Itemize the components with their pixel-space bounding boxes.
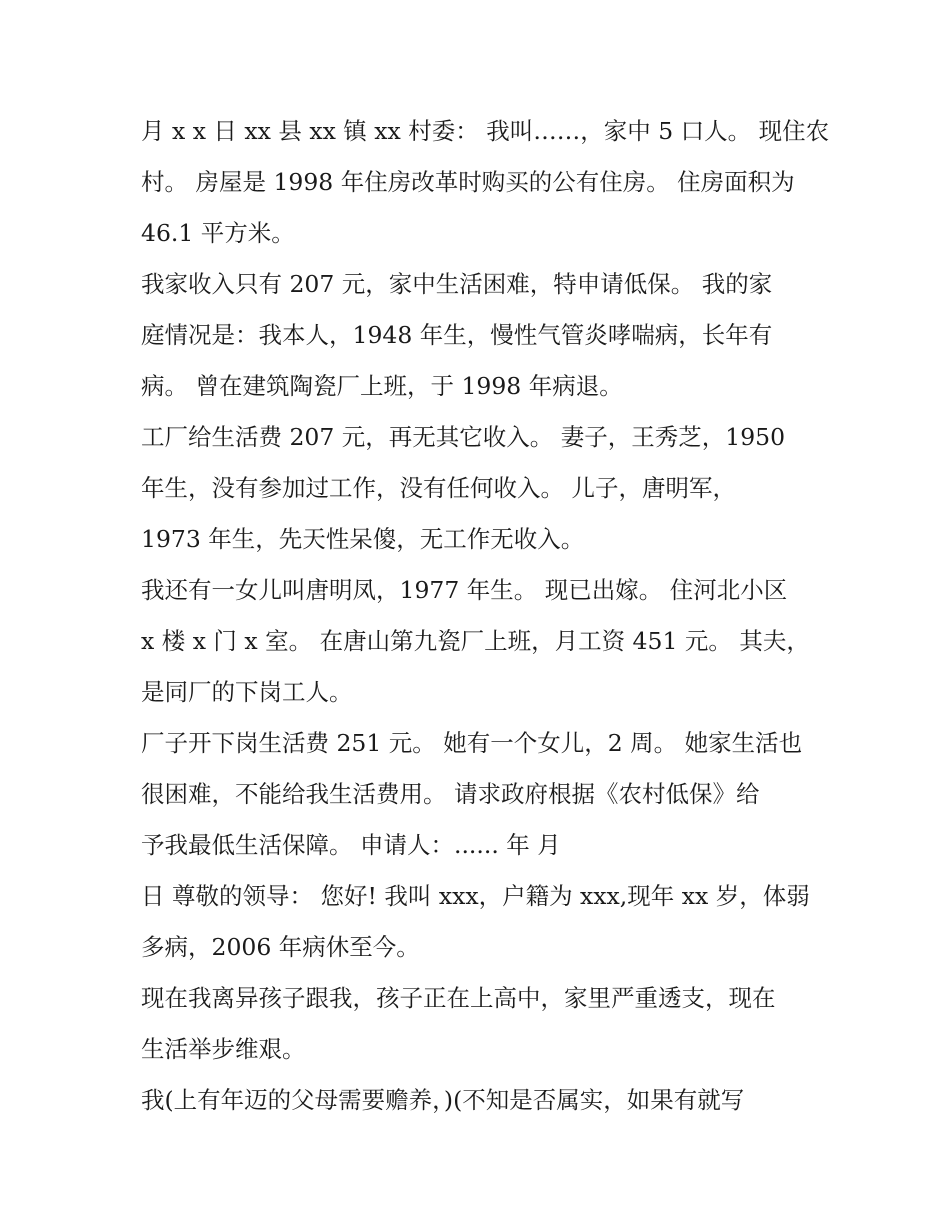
text-line: 1973 年生，先天性呆傻，无工作无收入。: [141, 525, 585, 553]
text-line: 我还有一女儿叫唐明凤，1977 年生。 现已出嫁。 住河北小区: [141, 576, 788, 604]
text-line: 年生，没有参加过工作，没有任何收入。 儿子，唐明军，: [141, 474, 736, 502]
text-line: 病。 曾在建筑陶瓷厂上班，于 1998 年病退。: [141, 372, 623, 400]
text-line: 46.1 平方米。: [141, 219, 295, 247]
text-line: 予我最低生活保障。 申请人：...... 年 月: [141, 831, 561, 859]
text-line: 是同厂的下岗工人。: [141, 678, 353, 706]
text-line: x 楼 x 门 x 室。 在唐山第九瓷厂上班，月工资 451 元。 其夫，: [141, 627, 810, 655]
text-line: 工厂给生活费 207 元，再无其它收入。 妻子，王秀芝，1950: [141, 423, 786, 451]
text-line: 厂子开下岗生活费 251 元。 她有一个女儿，2 周。 她家生活也: [141, 729, 803, 757]
text-line: 我家收入只有 207 元，家中生活困难，特申请低保。 我的家: [141, 270, 773, 298]
text-line: 多病，2006 年病休至今。: [141, 933, 420, 961]
text-line: 庭情况是：我本人，1948 年生，慢性气管炎哮喘病，长年有: [141, 321, 773, 349]
text-line: 我(上有年迈的父母需要赡养，)(不知是否属实，如果有就写: [141, 1086, 745, 1114]
text-line: 现在我离异孩子跟我，孩子正在上高中，家里严重透支，现在: [141, 984, 776, 1012]
text-line: 日 尊敬的领导： 您好! 我叫 xxx，户籍为 xxx,现年 xx 岁，体弱: [141, 882, 810, 910]
text-line: 生活举步维艰。: [141, 1035, 306, 1063]
text-line: 很困难，不能给我生活费用。 请求政府根据《农村低保》给: [141, 780, 760, 808]
document-body: [141, 106, 830, 1126]
text-line: 村。 房屋是 1998 年住房改革时购买的公有住房。 住房面积为: [141, 168, 795, 196]
text-line: 月 x x 日 xx 县 xx 镇 xx 村委： 我叫……，家中 5 口人。 现住农: [141, 117, 830, 145]
